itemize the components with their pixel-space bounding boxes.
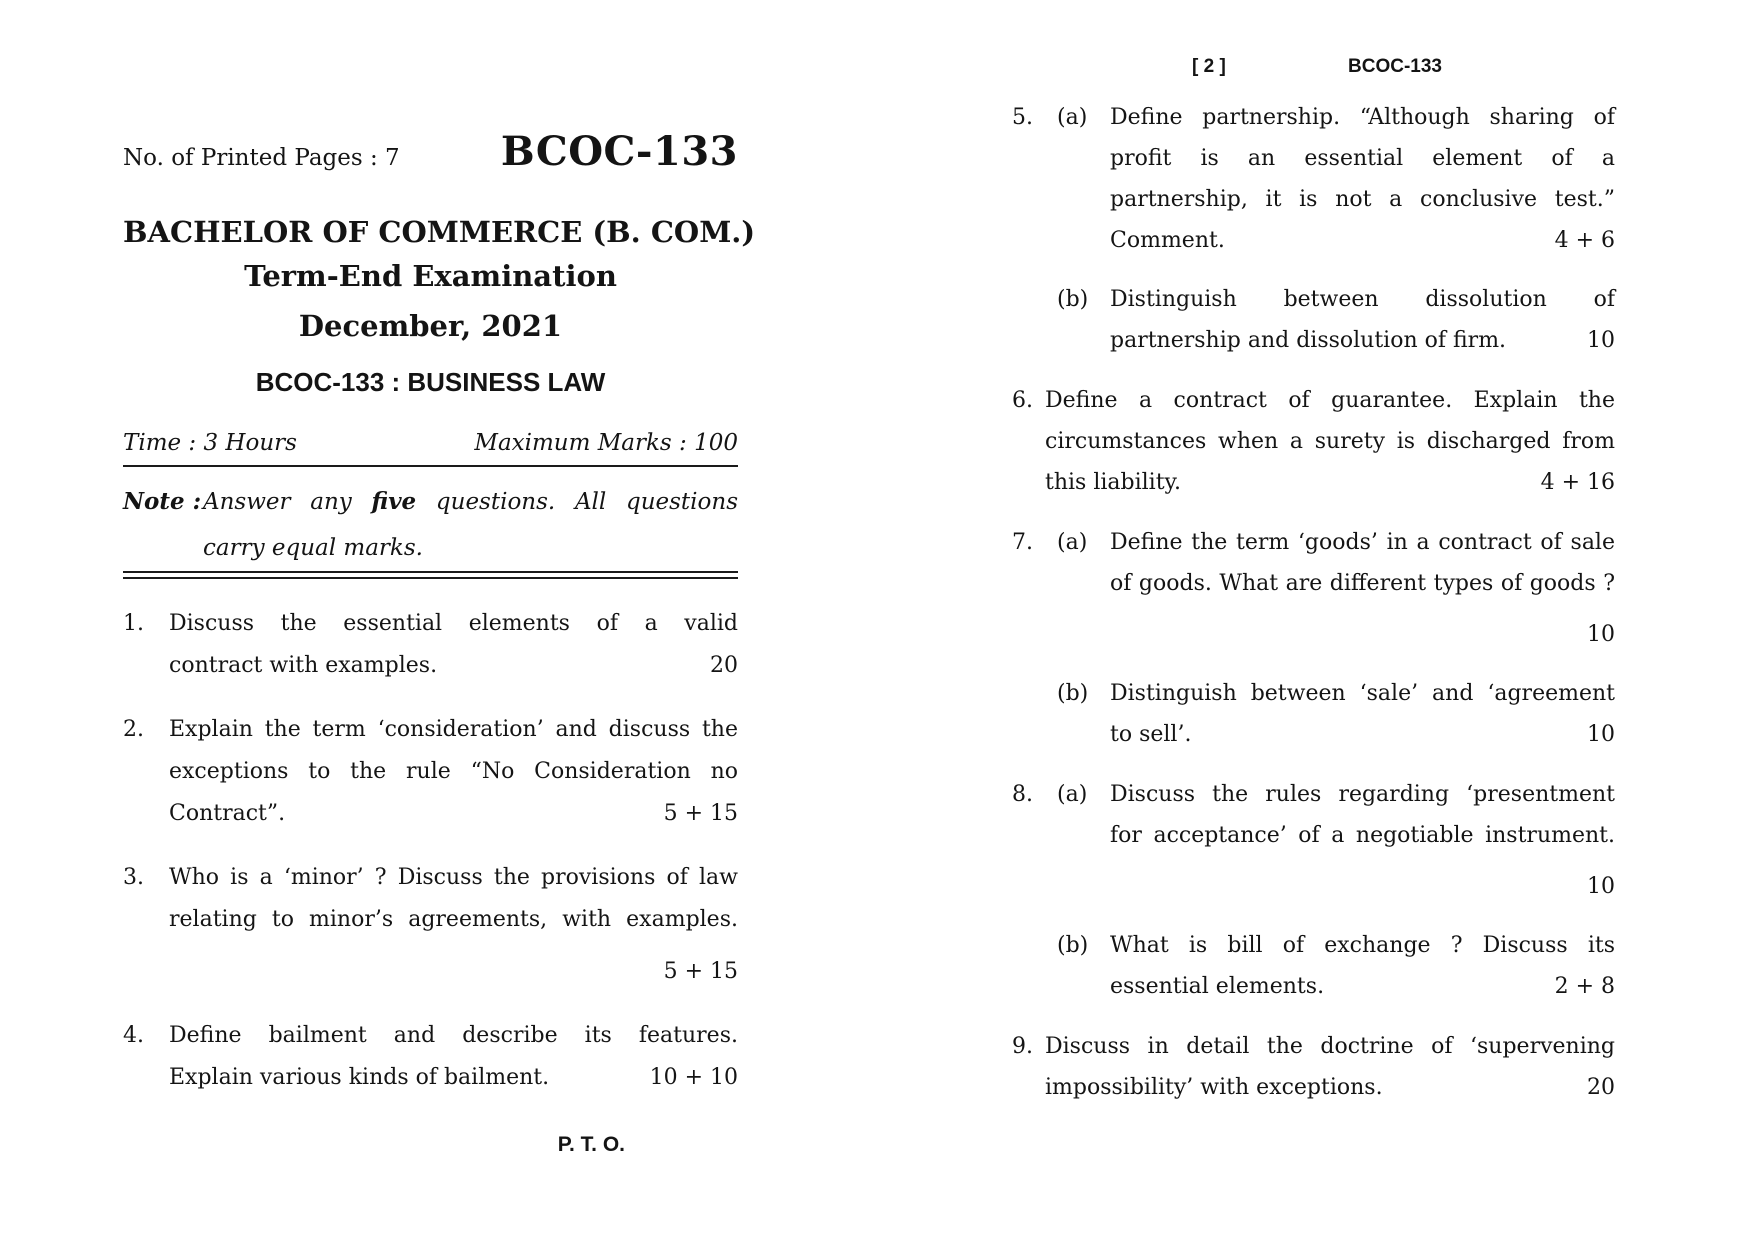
question-body bbox=[1045, 522, 1615, 755]
question-line: Distinguish between ‘sale’ and ‘agreement bbox=[1110, 681, 1615, 706]
question bbox=[123, 603, 738, 687]
line-text: Contract”. bbox=[169, 801, 286, 826]
question bbox=[123, 1015, 738, 1099]
question-line bbox=[1110, 320, 1615, 361]
question bbox=[1012, 380, 1615, 503]
question-number: 8. bbox=[1012, 782, 1033, 807]
question-part bbox=[1045, 925, 1615, 1007]
question-line bbox=[1045, 1067, 1615, 1108]
question-body bbox=[1045, 97, 1615, 361]
question-line: Define the term ‘goods’ in a contract of sale bbox=[1110, 530, 1615, 555]
question-part bbox=[1045, 380, 1615, 503]
line-text: to sell’. bbox=[1110, 722, 1192, 747]
question-line: relating to minor’s agreements, with examples. bbox=[169, 907, 738, 932]
question-line: Define a contract of guarantee. Explain the bbox=[1045, 388, 1615, 413]
part-lines bbox=[1045, 1026, 1615, 1108]
question-body bbox=[169, 857, 738, 993]
part-lines bbox=[1110, 279, 1615, 361]
page2-header bbox=[1012, 56, 1615, 78]
question-number: 6. bbox=[1012, 388, 1033, 413]
part-label: (a) bbox=[1057, 782, 1088, 807]
question bbox=[1012, 522, 1615, 755]
exam-page-1 bbox=[123, 0, 756, 1157]
part-lines bbox=[169, 857, 738, 993]
line-text: impossibility’ with exceptions. bbox=[1045, 1075, 1383, 1100]
question-line bbox=[169, 951, 738, 993]
question-number: 3. bbox=[123, 865, 144, 890]
question-body bbox=[169, 709, 738, 835]
question-number: 7. bbox=[1012, 530, 1033, 555]
marks-value: 4 + 6 bbox=[1554, 228, 1615, 253]
question-line: Define partnership. “Although sharing of bbox=[1110, 105, 1615, 130]
question bbox=[1012, 1026, 1615, 1108]
part-label: (a) bbox=[1057, 530, 1088, 555]
question-line bbox=[169, 645, 738, 687]
note-emphasis: five bbox=[371, 488, 417, 515]
question-part bbox=[1045, 279, 1615, 361]
part-lines bbox=[1110, 673, 1615, 755]
note-label: Note : bbox=[123, 488, 202, 515]
note-line: carry equal marks. bbox=[203, 535, 423, 561]
printed-pages-label: No. of Printed Pages : 7 bbox=[123, 145, 400, 171]
question-part bbox=[169, 1015, 738, 1099]
question bbox=[123, 857, 738, 993]
part-lines bbox=[1110, 774, 1615, 907]
page-number-label: [ 2 ] bbox=[1192, 56, 1226, 77]
question-part bbox=[169, 709, 738, 835]
question-line: partnership, it is not a conclusive test.” bbox=[1110, 187, 1615, 212]
part-lines bbox=[1110, 925, 1615, 1007]
max-marks-label: Maximum Marks : 100 bbox=[474, 430, 738, 456]
question-number: 2. bbox=[123, 717, 144, 742]
line-text: partnership and dissolution of firm. bbox=[1110, 328, 1507, 353]
part-label: (b) bbox=[1057, 933, 1089, 958]
question-line bbox=[169, 1057, 738, 1099]
line-text: Explain various kinds of bailment. bbox=[169, 1065, 550, 1090]
marks-value: 10 bbox=[1587, 622, 1615, 647]
marks-value: 5 + 15 bbox=[663, 959, 738, 984]
question-line: Discuss in detail the doctrine of ‘supervening bbox=[1045, 1034, 1615, 1059]
marks-value: 4 + 16 bbox=[1540, 470, 1615, 495]
question-line: Distinguish between dissolution of bbox=[1110, 287, 1615, 312]
question-line bbox=[1110, 614, 1615, 655]
marks-value: 10 + 10 bbox=[649, 1065, 738, 1090]
subject-line: BCOC-133 : BUSINESS LAW bbox=[255, 367, 606, 397]
part-lines bbox=[1110, 97, 1615, 261]
part-label: (b) bbox=[1057, 287, 1089, 312]
question-line bbox=[1110, 714, 1615, 755]
question-part bbox=[1045, 97, 1615, 261]
question-number: 5. bbox=[1012, 105, 1033, 130]
marks-value: 10 bbox=[1587, 874, 1615, 899]
time-marks-row bbox=[123, 430, 738, 456]
note-block bbox=[123, 479, 738, 571]
exam-page-2 bbox=[1012, 0, 1615, 1108]
question-line: profit is an essential element of a bbox=[1110, 146, 1615, 171]
question-body bbox=[169, 1015, 738, 1099]
questions-page-2 bbox=[1012, 97, 1615, 1108]
question-part bbox=[1045, 522, 1615, 655]
part-lines bbox=[1045, 380, 1615, 503]
part-lines bbox=[169, 1015, 738, 1099]
question-line: circumstances when a surety is discharged from bbox=[1045, 429, 1615, 454]
question bbox=[1012, 97, 1615, 361]
part-label: (b) bbox=[1057, 681, 1089, 706]
question-line bbox=[1110, 220, 1615, 261]
page1-header bbox=[123, 128, 738, 175]
questions-page-1 bbox=[123, 603, 738, 1099]
line-text: this liability. bbox=[1045, 470, 1182, 495]
part-lines bbox=[1110, 522, 1615, 655]
question-body bbox=[1045, 774, 1615, 1007]
part-lines bbox=[169, 603, 738, 687]
double-divider-rule bbox=[123, 571, 738, 579]
question-line: Define bailment and describe its features. bbox=[169, 1023, 738, 1048]
question bbox=[1012, 774, 1615, 1007]
program-title: BACHELOR OF COMMERCE (B. COM.) bbox=[123, 215, 756, 249]
line-text: Comment. bbox=[1110, 228, 1225, 253]
question-line: Discuss the rules regarding ‘presentment bbox=[1110, 782, 1615, 807]
question-number: 1. bbox=[123, 611, 144, 636]
question-body bbox=[1045, 380, 1615, 503]
pto-label: P. T. O. bbox=[557, 1133, 625, 1156]
marks-value: 20 bbox=[1587, 1075, 1615, 1100]
single-divider-rule bbox=[123, 465, 738, 467]
question-body bbox=[169, 603, 738, 687]
question-part bbox=[1045, 1026, 1615, 1108]
question bbox=[123, 709, 738, 835]
note-body bbox=[203, 479, 738, 571]
question-part bbox=[169, 603, 738, 687]
question-body bbox=[1045, 1026, 1615, 1108]
question-line bbox=[1045, 462, 1615, 503]
question-part bbox=[169, 857, 738, 993]
question-line: Explain the term ‘consideration’ and discuss the bbox=[169, 717, 738, 742]
question-line: What is bill of exchange ? Discuss its bbox=[1110, 933, 1615, 958]
question-line: Discuss the essential elements of a valid bbox=[169, 611, 738, 636]
question-line: Who is a ‘minor’ ? Discuss the provisions of law bbox=[169, 865, 738, 890]
marks-value: 2 + 8 bbox=[1554, 974, 1615, 999]
marks-value: 10 bbox=[1587, 722, 1615, 747]
line-text: essential elements. bbox=[1110, 974, 1325, 999]
line-text: contract with examples. bbox=[169, 653, 438, 678]
note-text: Answer any bbox=[203, 489, 372, 515]
question-line: exceptions to the rule “No Consideration no bbox=[169, 759, 738, 784]
question-line bbox=[1110, 866, 1615, 907]
question-line bbox=[169, 793, 738, 835]
time-label: Time : 3 Hours bbox=[123, 430, 297, 456]
question-part bbox=[1045, 774, 1615, 907]
header-paper-code: BCOC-133 bbox=[1348, 56, 1442, 77]
question-number: 4. bbox=[123, 1023, 144, 1048]
part-label: (a) bbox=[1057, 105, 1088, 130]
question-line: of goods. What are different types of goods ? bbox=[1110, 571, 1615, 596]
marks-value: 5 + 15 bbox=[663, 801, 738, 826]
paper-code-title: BCOC-133 bbox=[500, 128, 738, 175]
question-part bbox=[1045, 673, 1615, 755]
question-number: 9. bbox=[1012, 1034, 1033, 1059]
marks-value: 10 bbox=[1587, 328, 1615, 353]
part-lines bbox=[169, 709, 738, 835]
question-line: for acceptance’ of a negotiable instrument. bbox=[1110, 823, 1615, 848]
exam-session: December, 2021 bbox=[298, 309, 563, 343]
exam-title: Term-End Examination bbox=[244, 259, 617, 293]
note-text: questions. All questions bbox=[416, 489, 738, 515]
note-line bbox=[203, 479, 738, 525]
question-line bbox=[1110, 966, 1615, 1007]
marks-value: 20 bbox=[710, 653, 738, 678]
